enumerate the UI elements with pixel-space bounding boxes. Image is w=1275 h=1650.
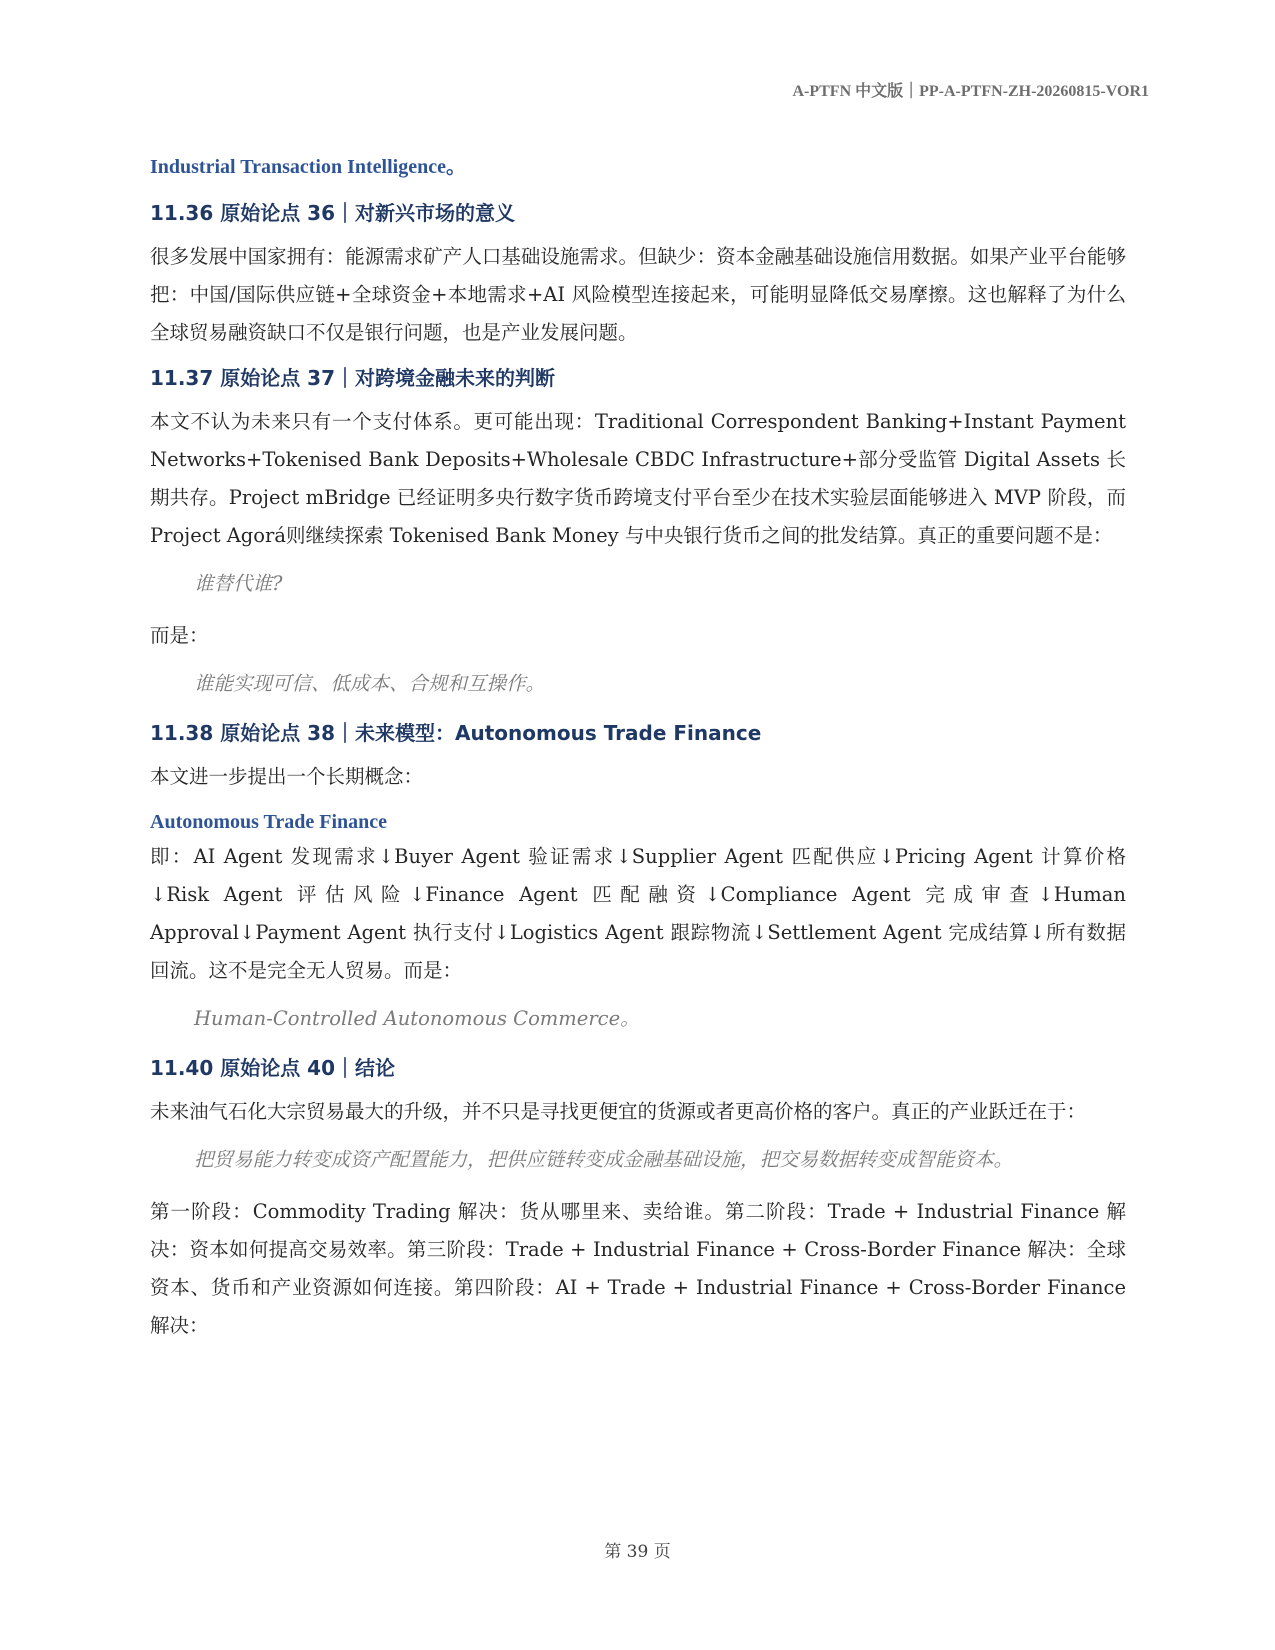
italic-quote: 谁替代谁? xyxy=(194,572,283,595)
section-heading: 11.38 原始论点 38｜未来模型：Autonomous Trade Finance xyxy=(150,721,762,745)
italic-quote: 把贸易能力转变成资产配置能力，把供应链转变成金融基础设施，把交易数据转变成智能资本。 xyxy=(194,1148,1014,1171)
italic-quote: Human-Controlled Autonomous Commerce。 xyxy=(194,1007,640,1030)
section-paragraph: 未来油气石化大宗贸易最大的升级，并不只是寻找更便宜的货源或者更高价格的客户。真正的产业跃迁在于： xyxy=(150,1100,1087,1123)
section-heading: 11.36 原始论点 36｜对新兴市场的意义 xyxy=(150,201,516,225)
section-11-38 xyxy=(150,717,1126,1038)
stages-paragraph: 第一阶段：Commodity Trading 解决：货从哪里来、卖给谁。第二阶段：Trade + Industrial Finance 解决：资本如何提高交易效率。第三阶段：Trade + Industrial Finance + Cross-Border Finance 解决：全球资本、货币和产业资源如何连接。第四阶段：AI + Trade + Industrial Finance + Cross-Border Finance 解决： xyxy=(150,1200,1126,1337)
section-heading: 11.37 原始论点 37｜对跨境金融未来的判断 xyxy=(150,366,556,390)
page-number: 第 39 页 xyxy=(604,1542,671,1562)
section-11-37 xyxy=(150,362,1126,703)
section-heading: 11.40 原始论点 40｜结论 xyxy=(150,1056,396,1080)
lead-title: Industrial Transaction Intelligence。 xyxy=(150,156,466,178)
section-11-36 xyxy=(150,197,1126,352)
page-content xyxy=(150,150,1126,1355)
section-11-40 xyxy=(150,1052,1126,1345)
subheading: Autonomous Trade Finance xyxy=(150,811,388,833)
running-header: A-PTFN 中文版｜PP-A-PTFN-ZH-20260815-VOR1 xyxy=(792,83,1149,100)
section-paragraph: 本文不认为未来只有一个支付体系。更可能出现：Traditional Correspondent Banking+Instant Payment Networks+Tokenised Bank Deposits+Wholesale CBDC Infrastructure+部分受监管 Digital Assets 长期共存。Project mBridge 已经证明多央行数字货币跨境支付平台至少在技术实验层面能够进入 MVP 阶段，而 Project Agorá则继续探索 Tokenised Bank Money 与中央银行货币之间的批发结算。真正的重要问题不是： xyxy=(150,410,1126,547)
section-paragraph: 即：AI Agent 发现需求↓Buyer Agent 验证需求↓Supplier Agent 匹配供应↓Pricing Agent 计算价格↓Risk Agent 评估风险↓Finance Agent 匹配融资↓Compliance Agent 完成审查↓Human Approval↓Payment Agent 执行支付↓Logistics Agent 跟踪物流↓Settlement Agent 完成结算↓所有数据回流。这不是完全无人贸易。而是： xyxy=(150,845,1126,982)
section-paragraph: 很多发展中国家拥有：能源需求矿产人口基础设施需求。但缺少：资本金融基础设施信用数据。如果产业平台能够把：中国/国际供应链+全球资金+本地需求+AI 风险模型连接起来，可能明显降低交易摩擦。这也解释了为什么全球贸易融资缺口不仅是银行问题，也是产业发展问题。 xyxy=(150,245,1126,344)
intro-paragraph: 本文进一步提出一个长期概念： xyxy=(150,765,424,788)
connector-text: 而是： xyxy=(150,624,209,647)
italic-quote: 谁能实现可信、低成本、合规和互操作。 xyxy=(194,672,546,695)
